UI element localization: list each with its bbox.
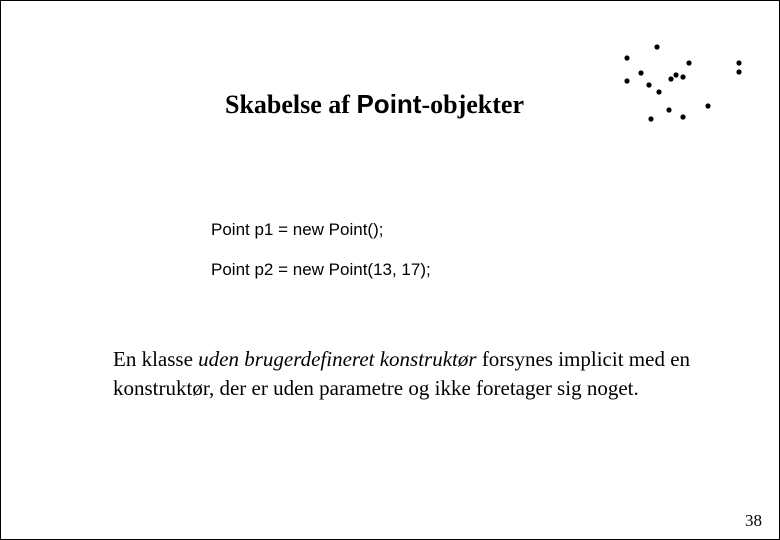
- point-dot: [654, 44, 659, 49]
- paragraph-text-1: En klasse: [113, 347, 199, 371]
- point-dot: [624, 78, 629, 83]
- point-dot: [673, 72, 678, 77]
- scattered-points-icon: [601, 31, 771, 141]
- point-dot: [646, 82, 651, 87]
- slide-title: [225, 89, 524, 120]
- body-paragraph: [113, 345, 733, 403]
- point-dot: [668, 76, 673, 81]
- point-dot: [736, 69, 741, 74]
- point-dot: [705, 103, 710, 108]
- title-class-name: Point: [356, 89, 422, 119]
- point-dot: [736, 60, 741, 65]
- point-dot: [656, 89, 661, 94]
- point-dot: [680, 74, 685, 79]
- code-line-2: Point p2 = new Point(13, 17);: [211, 260, 431, 279]
- point-dot: [648, 116, 653, 121]
- point-dot: [638, 70, 643, 75]
- point-dot: [686, 60, 691, 65]
- paragraph-emphasis: uden brugerdefineret konstruktør: [198, 347, 477, 371]
- paragraph-text-2: forsynes implicit med en konstruktør, der er uden parametre og ikke foretager sig noget.: [113, 347, 691, 400]
- title-text-1: Skabelse af: [225, 90, 357, 119]
- title-text-2: -objekter: [421, 90, 524, 119]
- point-dot: [624, 55, 629, 60]
- code-line-1: Point p1 = new Point();: [211, 220, 384, 239]
- point-dot: [666, 107, 671, 112]
- page-number: 38: [745, 511, 762, 530]
- point-dot: [680, 114, 685, 119]
